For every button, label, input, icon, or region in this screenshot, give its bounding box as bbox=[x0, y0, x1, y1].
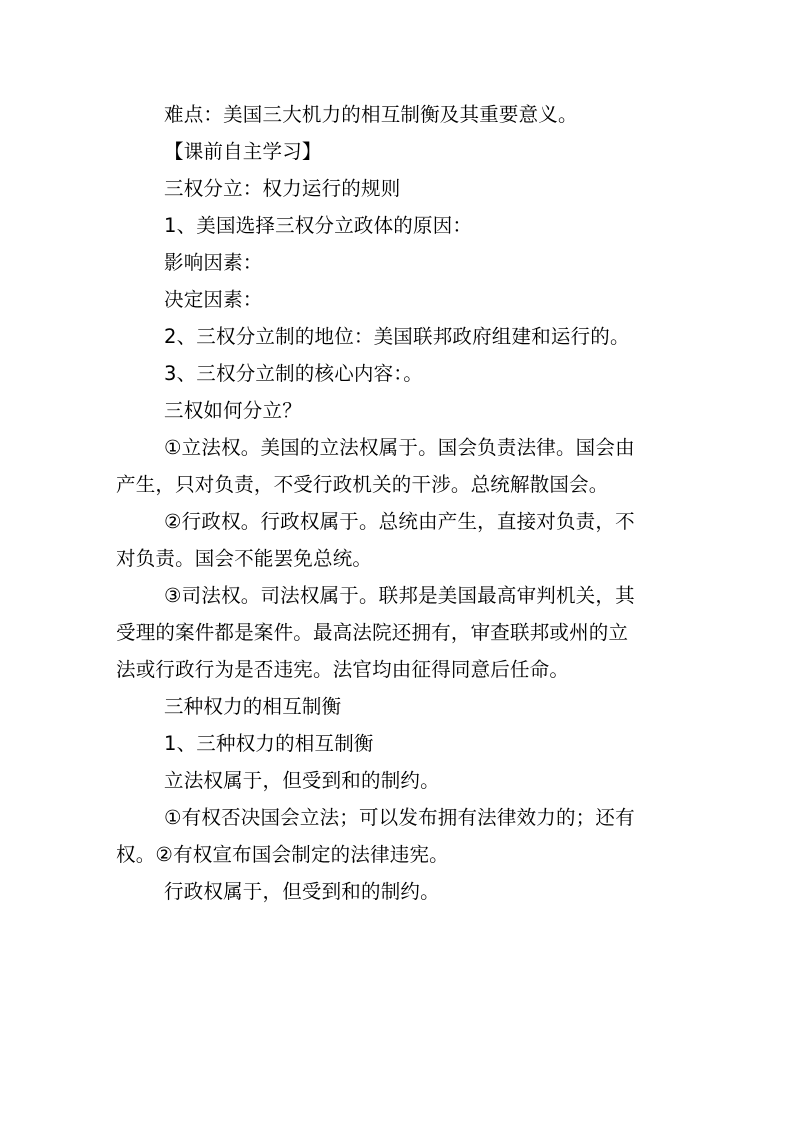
document-body bbox=[116, 96, 676, 910]
checks-item-1: 1、三种权力的相互制衡 bbox=[164, 732, 374, 755]
influencing-factors: 影响因素： bbox=[164, 251, 263, 274]
question-3: 3、三权分立制的核心内容：。 bbox=[164, 362, 423, 385]
section-heading-self-study: 【课前自主学习】 bbox=[164, 140, 322, 163]
checks-detail-line-1: ①有权否决国会立法；可以发布拥有法律效力的；还有 bbox=[164, 806, 635, 829]
judicial-power-line-1: ③司法权。司法权属于。联邦是美国最高审判机关，其 bbox=[164, 584, 635, 607]
legislative-power-line-2: 产生，只对负责，不受行政机关的干涉。总统解散国会。 bbox=[116, 473, 609, 496]
executive-checked: 行政权属于，但受到和的制约。 bbox=[164, 880, 440, 903]
topic-heading: 三权分立：权力运行的规则 bbox=[164, 177, 401, 200]
legislative-checked: 立法权属于，但受到和的制约。 bbox=[164, 769, 440, 792]
subheading-separation: 三权如何分立？ bbox=[164, 399, 302, 422]
judicial-power-line-2: 受理的案件都是案件。最高法院还拥有，审查联邦或州的立 bbox=[116, 621, 629, 644]
executive-power-line-2: 对负责。国会不能罢免总统。 bbox=[116, 547, 373, 570]
question-2: 2、三权分立制的地位：美国联邦政府组建和运行的。 bbox=[164, 325, 630, 348]
judicial-power-line-3: 法或行政行为是否违宪。法官均由征得同意后任命。 bbox=[116, 658, 570, 681]
deciding-factors: 决定因素： bbox=[164, 288, 263, 311]
checks-detail-line-2: 权。②有权宣布国会制定的法律违宪。 bbox=[116, 843, 449, 866]
executive-power-line-1: ②行政权。行政权属于。总统由产生，直接对负责，不 bbox=[164, 510, 635, 533]
question-1: 1、美国选择三权分立政体的原因： bbox=[164, 214, 473, 237]
paragraph-difficulty: 难点：美国三大机力的相互制衡及其重要意义。 bbox=[164, 103, 578, 126]
legislative-power-line-1: ①立法权。美国的立法权属于。国会负责法律。国会由 bbox=[164, 436, 635, 459]
topic-checks-balances: 三种权力的相互制衡 bbox=[164, 695, 342, 718]
